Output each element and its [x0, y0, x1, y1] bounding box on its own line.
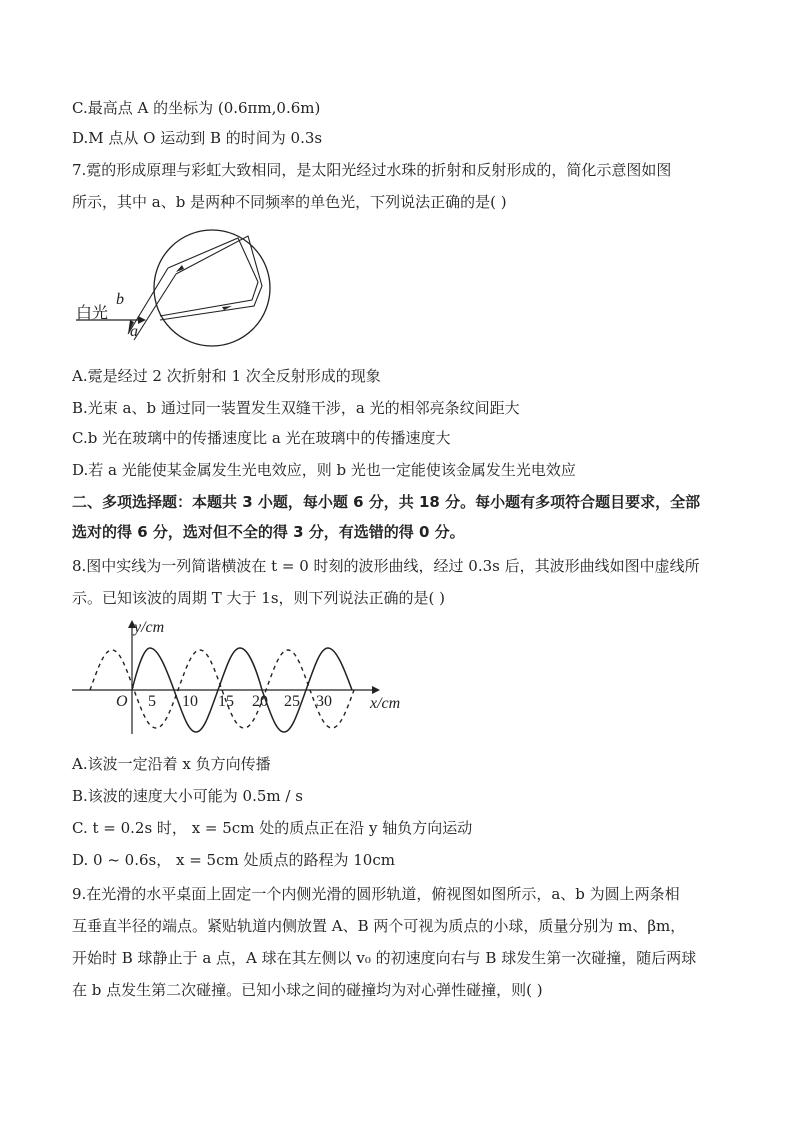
question-9-stem-line-4: 在 b 点发生第二次碰撞。已知小球之间的碰撞均为对心弹性碰撞，则( ) [72, 981, 543, 999]
figure-wave-graph [72, 616, 412, 736]
section-heading-line-2: 选对的得 6 分，选对但不全的得 3 分，有选错的得 0 分。 [72, 523, 465, 541]
label-a: a [130, 323, 138, 340]
x-axis-arrow [372, 686, 380, 694]
tick-label-25: 25 [284, 693, 300, 710]
option-b-q7: B.光束 a、b 通过同一装置发生双缝干涉，a 光的相邻亮条纹间距大 [72, 399, 520, 417]
tick-label-5: 5 [148, 693, 156, 710]
option-b-q8: B.该波的速度大小可能为 0.5m / s [72, 787, 303, 805]
x-axis-label: x/cm [370, 695, 401, 712]
question-9-stem-line-1: 9.在光滑的水平桌面上固定一个内侧光滑的圆形轨道，俯视图如图所示，a、b 为圆上两条相 [72, 885, 680, 903]
label-b: b [116, 291, 124, 308]
wave-dashed [90, 650, 354, 728]
exit-ray-a [134, 274, 176, 340]
water-droplet-circle [154, 230, 270, 346]
option-a-q8: A.该波一定沿着 x 负方向传播 [72, 755, 271, 773]
option-d-q6: D.M 点从 O 运动到 B 的时间为 0.3s [72, 129, 323, 147]
question-8-stem-line-1: 8.图中实线为一列简谐横波在 t = 0 时刻的波形曲线，经过 0.3s 后，其波形曲线如图中虚线所 [72, 557, 700, 575]
question-9-stem-line-2: 互垂直半径的端点。紧贴轨道内侧放置 A、B 两个可视为质点的小球，质量分别为 m、βm， [72, 917, 686, 935]
label-white-light: 白光 [76, 305, 109, 322]
origin-label: O [116, 693, 128, 710]
section-heading-line-1: 二、多项选择题：本题共 3 小题，每小题 6 分，共 18 分。每小题有多项符合题目要求，全部 [72, 493, 701, 511]
question-7-stem-line-1: 7.霓的形成原理与彩虹大致相同，是太阳光经过水珠的折射和反射形成的，简化示意图如图 [72, 161, 672, 179]
tick-label-15: 15 [218, 693, 234, 710]
question-9-stem-line-3: 开始时 B 球静止于 a 点，A 球在其左侧以 v₀ 的初速度向右与 B 球发生第一次碰撞，随后两球 [72, 949, 697, 967]
tick-label-30: 30 [316, 693, 332, 710]
option-a-q7: A.霓是经过 2 次折射和 1 次全反射形成的现象 [72, 367, 381, 385]
tick-label-10: 10 [182, 693, 198, 710]
option-d-q8: D. 0 ~ 0.6s， x = 5cm 处质点的路程为 10cm [72, 851, 395, 869]
option-c-q6: C.最高点 A 的坐标为 (0.6πm,0.6m) [72, 99, 321, 117]
question-7-stem-line-2: 所示，其中 a、b 是两种不同频率的单色光，下列说法正确的是( ) [72, 193, 507, 211]
option-d-q7: D.若 a 光能使某金属发生光电效应，则 b 光也一定能使该金属发生光电效应 [72, 461, 576, 479]
option-c-q8: C. t = 0.2s 时， x = 5cm 处的质点正在沿 y 轴负方向运动 [72, 819, 473, 837]
option-c-q7: C.b 光在玻璃中的传播速度比 a 光在玻璃中的传播速度大 [72, 429, 451, 447]
y-axis-label: y/cm [134, 619, 165, 636]
tick-label-20: 20 [252, 693, 268, 710]
question-8-stem-line-2: 示。已知该波的周期 T 大于 1s，则下列说法正确的是( ) [72, 589, 446, 607]
figure-rainbow-droplet [72, 224, 282, 354]
